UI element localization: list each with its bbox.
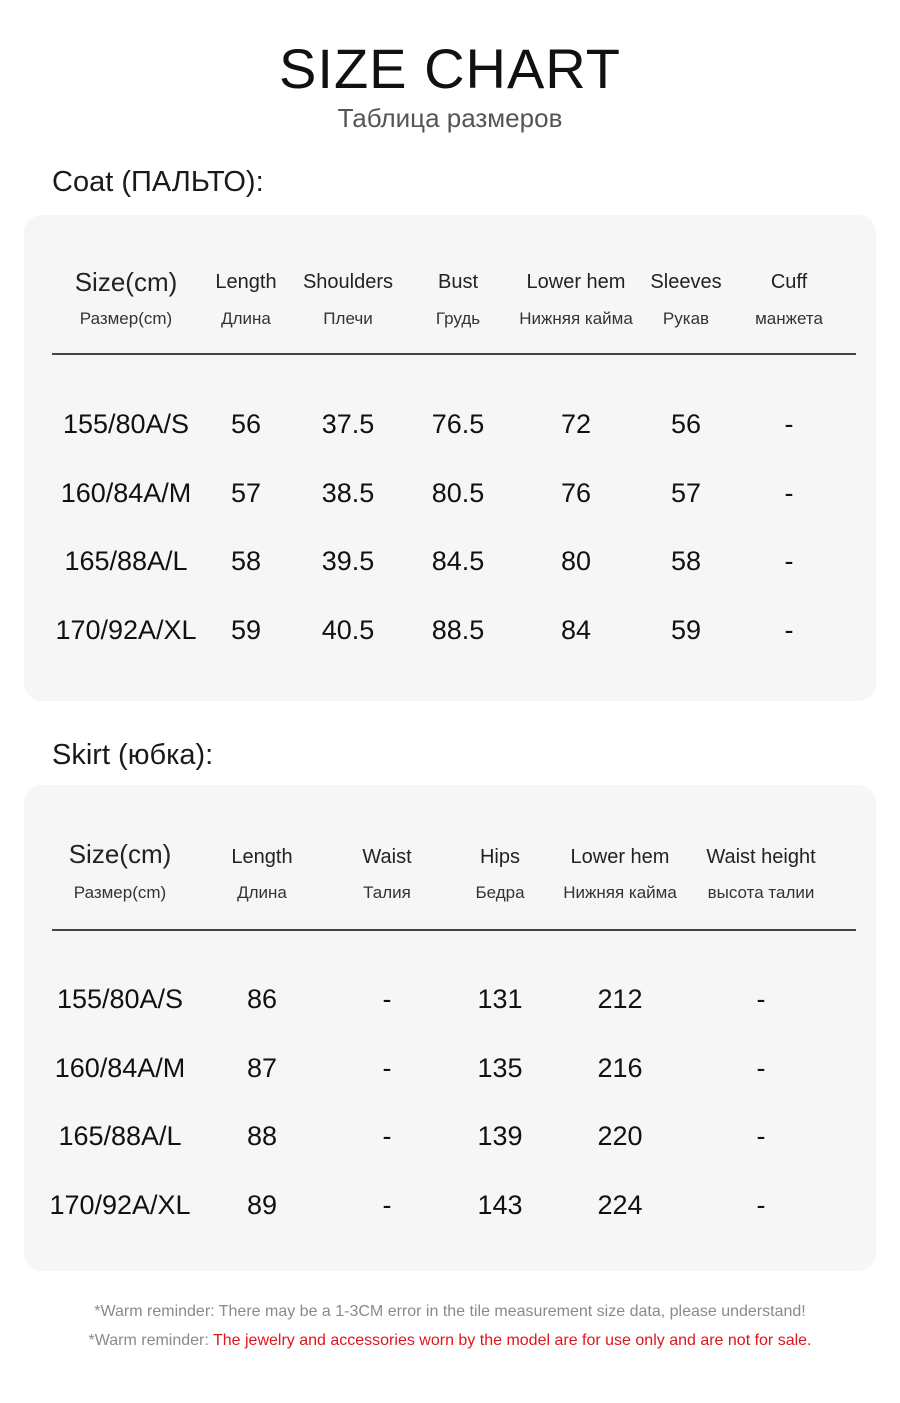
- table-cell: 170/92A/XL: [55, 614, 197, 645]
- header-4-en: Lower hem: [570, 846, 670, 868]
- table-cell: 80: [560, 546, 592, 576]
- table-cell: 57: [230, 477, 262, 508]
- header-3-en: Bust: [437, 271, 479, 293]
- table-cell: 160/84A/M: [54, 1052, 186, 1083]
- header-2-ru: Талия: [363, 883, 411, 902]
- header-6-ru: манжета: [755, 309, 823, 328]
- table-cell: 88: [246, 1121, 278, 1151]
- header-5-ru: Рукав: [662, 309, 710, 328]
- table-cell: -: [756, 1121, 766, 1151]
- table-cell: -: [784, 477, 794, 508]
- header-2-en: Shoulders: [302, 271, 394, 293]
- warm-reminder-measurement: *Warm reminder: There may be a 1-3CM error in the tile measurement size data, please understand!: [94, 1303, 806, 1320]
- table-cell: -: [382, 984, 392, 1014]
- header-3-en: Hips: [479, 846, 521, 868]
- header-5-en: Sleeves: [650, 271, 722, 293]
- table-cell: 37.5: [321, 409, 375, 439]
- table-cell: -: [784, 614, 794, 645]
- table-cell: 131: [477, 984, 523, 1014]
- page-subtitle: Таблица размеров: [337, 103, 563, 133]
- header-1-en: Length: [231, 846, 293, 868]
- header-5-en: Waist height: [706, 846, 816, 868]
- table-cell: 72: [560, 409, 592, 439]
- header-4-ru: Нижняя кайма: [563, 883, 677, 902]
- table-cell: 87: [246, 1052, 278, 1083]
- table-cell: 86: [246, 984, 278, 1014]
- table-cell: 38.5: [321, 477, 375, 508]
- header-1-en: Length: [215, 271, 277, 293]
- table-cell: 40.5: [321, 614, 375, 645]
- table-cell: -: [784, 546, 794, 576]
- header-divider: [52, 929, 856, 931]
- table-cell: 143: [477, 1189, 523, 1220]
- table-cell: 139: [477, 1121, 523, 1151]
- table-cell: 88.5: [431, 614, 485, 645]
- table-cell: 56: [230, 409, 262, 439]
- table-cell: 224: [597, 1189, 643, 1220]
- header-4-ru: Нижняя кайма: [519, 309, 633, 328]
- table-cell: 80.5: [431, 477, 485, 508]
- header-3-ru: Бедра: [475, 883, 525, 902]
- header-divider: [52, 353, 856, 355]
- table-cell: 59: [670, 614, 702, 645]
- table-cell: 165/88A/L: [58, 1121, 182, 1151]
- table-cell: 58: [670, 546, 702, 576]
- header-0-en: Size(cm): [68, 839, 172, 869]
- table-cell: 155/80A/S: [62, 409, 190, 439]
- header-1-ru: Длина: [237, 883, 287, 902]
- table-cell: 84: [560, 614, 592, 645]
- header-5-ru: высота талии: [707, 883, 815, 902]
- header-0-ru: Размер(cm): [79, 309, 173, 328]
- coat-size-table: [24, 215, 876, 701]
- header-1-ru: Длина: [221, 309, 271, 328]
- table-cell: -: [784, 409, 794, 439]
- table-cell: -: [756, 984, 766, 1014]
- table-cell: 57: [670, 477, 702, 508]
- header-2-en: Waist: [362, 846, 412, 868]
- table-cell: 76.5: [431, 409, 485, 439]
- table-cell: 58: [230, 546, 262, 576]
- header-4-en: Lower hem: [526, 271, 626, 293]
- table-cell: 84.5: [431, 546, 485, 576]
- warm-reminder-accessories: [0, 1332, 900, 1350]
- table-cell: 165/88A/L: [64, 546, 188, 576]
- table-cell: 39.5: [321, 546, 375, 576]
- table-cell: 220: [597, 1121, 643, 1151]
- table-cell: 89: [246, 1189, 278, 1220]
- skirt-section-label: Skirt (юбка):: [52, 739, 214, 771]
- table-cell: -: [756, 1052, 766, 1083]
- table-cell: 56: [670, 409, 702, 439]
- page-title: SIZE CHART: [279, 37, 621, 100]
- table-cell: -: [382, 1052, 392, 1083]
- table-cell: -: [382, 1121, 392, 1151]
- coat-section-label: Coat (ПАЛЬТО):: [52, 166, 264, 198]
- table-cell: -: [382, 1189, 392, 1220]
- table-cell: 216: [597, 1052, 643, 1083]
- table-cell: 170/92A/XL: [49, 1189, 191, 1220]
- table-cell: 160/84A/M: [60, 477, 192, 508]
- header-0-en: Size(cm): [74, 267, 178, 297]
- header-2-ru: Плечи: [323, 309, 373, 328]
- table-cell: 59: [230, 614, 262, 645]
- reminder-prefix: *Warm reminder:: [88, 1332, 213, 1349]
- header-6-en: Cuff: [770, 271, 808, 293]
- header-3-ru: Грудь: [435, 309, 481, 328]
- table-cell: -: [756, 1189, 766, 1220]
- table-cell: 155/80A/S: [56, 984, 184, 1014]
- table-cell: 76: [560, 477, 592, 508]
- table-cell: 212: [597, 984, 643, 1014]
- skirt-size-table: [24, 785, 876, 1271]
- table-cell: 135: [477, 1052, 523, 1083]
- reminder-highlight: The jewelry and accessories worn by the model are for use only and are not for sale.: [212, 1332, 812, 1349]
- header-0-ru: Размер(cm): [73, 883, 167, 902]
